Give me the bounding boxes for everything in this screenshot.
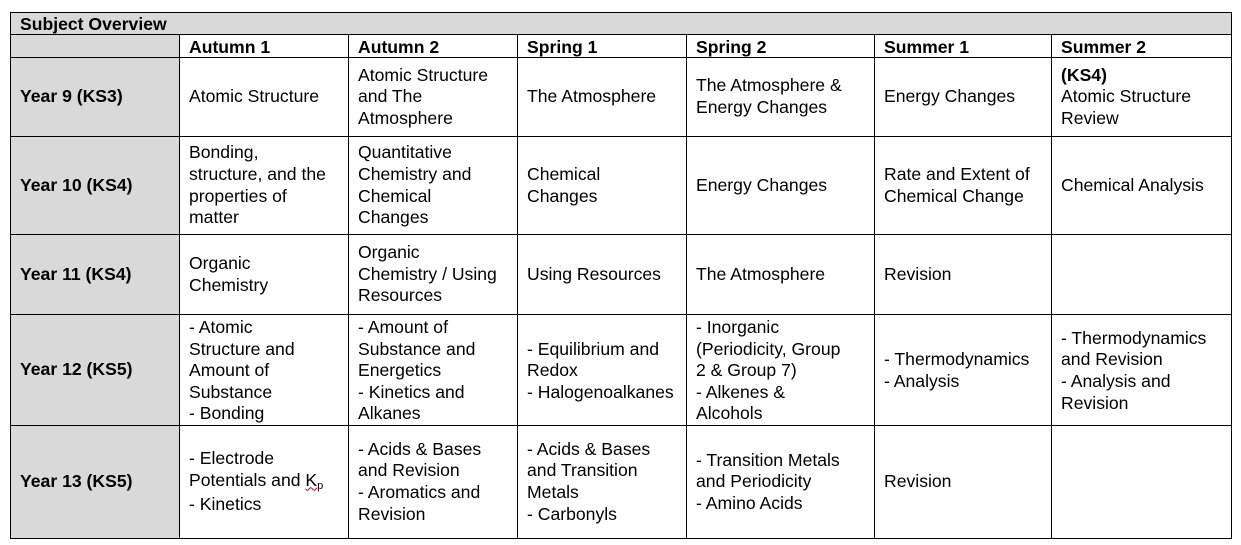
cell-line: Rate and Extent of bbox=[884, 163, 1030, 184]
table-cell bbox=[1052, 315, 1232, 426]
table-row bbox=[11, 315, 1232, 426]
row-header: Year 9 (KS3) bbox=[11, 58, 180, 137]
cell-line: Revision bbox=[884, 471, 952, 492]
table-cell bbox=[687, 137, 875, 235]
cell-line: and The bbox=[358, 86, 423, 107]
kp-symbol: Kp bbox=[305, 469, 324, 492]
cell-line: - Equilibrium and bbox=[527, 338, 660, 359]
table-cell bbox=[875, 315, 1052, 426]
cell-line: Organic bbox=[358, 242, 420, 263]
table-cell bbox=[349, 425, 518, 538]
cell-line: The Atmosphere bbox=[527, 86, 657, 107]
cell-line: Chemistry and bbox=[358, 163, 472, 184]
cell-line: Substance bbox=[189, 381, 273, 402]
cell-line: Alcohols bbox=[696, 403, 763, 424]
cell-line: matter bbox=[189, 207, 239, 228]
cell-line: Chemistry bbox=[189, 274, 269, 295]
cell-line: Changes bbox=[358, 207, 429, 228]
cell-line: Atomic Structure bbox=[189, 86, 320, 107]
cell-line: Energy Changes bbox=[696, 174, 828, 195]
table-cell bbox=[1052, 58, 1232, 137]
table-cell bbox=[518, 58, 687, 137]
cell-line: - Electrode bbox=[189, 448, 275, 469]
cell-line: - Inorganic bbox=[696, 317, 780, 337]
cell-line: Amount of bbox=[189, 360, 270, 381]
table-cell bbox=[1052, 425, 1232, 538]
cell-line: Energy Changes bbox=[884, 86, 1016, 107]
cell-line: Atomic Structure bbox=[358, 64, 489, 85]
cell-line: and Periodicity bbox=[696, 471, 812, 492]
table-cell bbox=[1052, 137, 1232, 235]
cell-line: - Kinetics bbox=[189, 494, 262, 515]
cell-line: Revision bbox=[358, 503, 426, 524]
cell-line: - Acids & Bases bbox=[527, 438, 651, 459]
table-cell bbox=[349, 58, 518, 137]
cell-line: - Thermodynamics bbox=[884, 349, 1030, 370]
cell-line: Changes bbox=[527, 185, 598, 206]
cell-line: Bonding, bbox=[189, 142, 259, 163]
table-cell bbox=[180, 425, 349, 538]
cell-line: Revision bbox=[1061, 392, 1129, 413]
column-header: Spring 2 bbox=[687, 35, 875, 58]
subject-overview-table bbox=[10, 12, 1232, 539]
cell-line: Substance and bbox=[358, 338, 476, 359]
cell-line: Chemical Analysis bbox=[1061, 174, 1204, 195]
table-cell bbox=[349, 235, 518, 315]
table-cell bbox=[349, 137, 518, 235]
table-cell bbox=[875, 425, 1052, 538]
cell-line: structure, and the bbox=[189, 163, 326, 184]
table-cell bbox=[518, 315, 687, 426]
cell-line: - Carbonyls bbox=[527, 503, 617, 524]
cell-line: Organic bbox=[189, 252, 251, 273]
table-cell bbox=[687, 235, 875, 315]
table-title: Subject Overview bbox=[11, 13, 1232, 35]
cell-line: (Periodicity, Group bbox=[696, 338, 841, 359]
cell-line: 2 & Group 7) bbox=[696, 360, 797, 381]
table-cell bbox=[687, 425, 875, 538]
cell-line: Atomic Structure bbox=[1061, 86, 1192, 107]
cell-line: Potentials and Kp bbox=[189, 469, 324, 492]
cell-line: - Amount of bbox=[358, 317, 448, 337]
table-cell bbox=[1052, 235, 1232, 315]
cell-line: Alkanes bbox=[358, 403, 421, 424]
table-row bbox=[11, 137, 1232, 235]
column-header: Summer 2 bbox=[1052, 35, 1232, 58]
table-cell bbox=[518, 425, 687, 538]
table-cell bbox=[875, 58, 1052, 137]
row-header: Year 13 (KS5) bbox=[11, 425, 180, 538]
column-header-row bbox=[11, 35, 1232, 58]
cell-line: Structure and bbox=[189, 338, 295, 359]
table-cell bbox=[349, 315, 518, 426]
cell-line: - Aromatics and bbox=[358, 481, 481, 502]
row-header: Year 11 (KS4) bbox=[11, 235, 180, 315]
cell-line: - Thermodynamics bbox=[1061, 327, 1207, 348]
cell-line: Review bbox=[1061, 107, 1119, 128]
table-cell bbox=[875, 137, 1052, 235]
column-header: Spring 1 bbox=[518, 35, 687, 58]
cell-line: Revision bbox=[884, 263, 952, 284]
cell-line: and Revision bbox=[1061, 349, 1163, 370]
cell-line: - Kinetics and bbox=[358, 381, 465, 402]
table-cell bbox=[687, 58, 875, 137]
row-header: Year 12 (KS5) bbox=[11, 315, 180, 426]
cell-line: - Alkenes & bbox=[696, 381, 785, 402]
table-cell bbox=[687, 315, 875, 426]
cell-line: and Transition bbox=[527, 460, 638, 481]
table-cell bbox=[180, 58, 349, 137]
cell-line: Metals bbox=[527, 481, 579, 502]
cell-line: (KS4) bbox=[1061, 64, 1107, 85]
cell-line: Chemistry / Using bbox=[358, 263, 497, 284]
column-header: Autumn 1 bbox=[180, 35, 349, 58]
cell-line: - Analysis bbox=[884, 370, 960, 391]
kp-subscript: p bbox=[317, 479, 324, 492]
table-row bbox=[11, 58, 1232, 137]
cell-line: Redox bbox=[527, 360, 578, 381]
table-row bbox=[11, 425, 1232, 538]
cell-line: Quantitative bbox=[358, 142, 452, 163]
cell-line: Chemical bbox=[527, 163, 601, 184]
cell-line: Chemical Change bbox=[884, 185, 1024, 206]
cell-line: - Atomic bbox=[189, 317, 253, 337]
cell-line: - Bonding bbox=[189, 403, 265, 424]
table-cell bbox=[518, 137, 687, 235]
cell-line: Chemical bbox=[358, 185, 432, 206]
cell-line: and Revision bbox=[358, 460, 460, 481]
table-cell bbox=[180, 315, 349, 426]
corner-cell bbox=[11, 35, 180, 58]
cell-line: Using Resources bbox=[527, 263, 661, 284]
cell-line: - Transition Metals bbox=[696, 449, 840, 470]
table-cell bbox=[518, 235, 687, 315]
table-cell bbox=[875, 235, 1052, 315]
column-header: Summer 1 bbox=[875, 35, 1052, 58]
table-cell bbox=[180, 235, 349, 315]
table-row bbox=[11, 235, 1232, 315]
cell-line: - Halogenoalkanes bbox=[527, 381, 674, 402]
cell-line: - Analysis and bbox=[1061, 370, 1171, 391]
cell-line: The Atmosphere & bbox=[696, 75, 842, 96]
row-header: Year 10 (KS4) bbox=[11, 137, 180, 235]
column-header: Autumn 2 bbox=[349, 35, 518, 58]
cell-line: - Amino Acids bbox=[696, 492, 803, 513]
cell-line: Resources bbox=[358, 285, 443, 306]
cell-line: Energy Changes bbox=[696, 97, 828, 117]
cell-line: Energetics bbox=[358, 360, 442, 381]
cell-line: The Atmosphere bbox=[696, 263, 826, 284]
cell-line: Atmosphere bbox=[358, 107, 453, 128]
cell-line: - Acids & Bases bbox=[358, 438, 482, 459]
table-cell bbox=[180, 137, 349, 235]
cell-line: properties of bbox=[189, 185, 287, 206]
